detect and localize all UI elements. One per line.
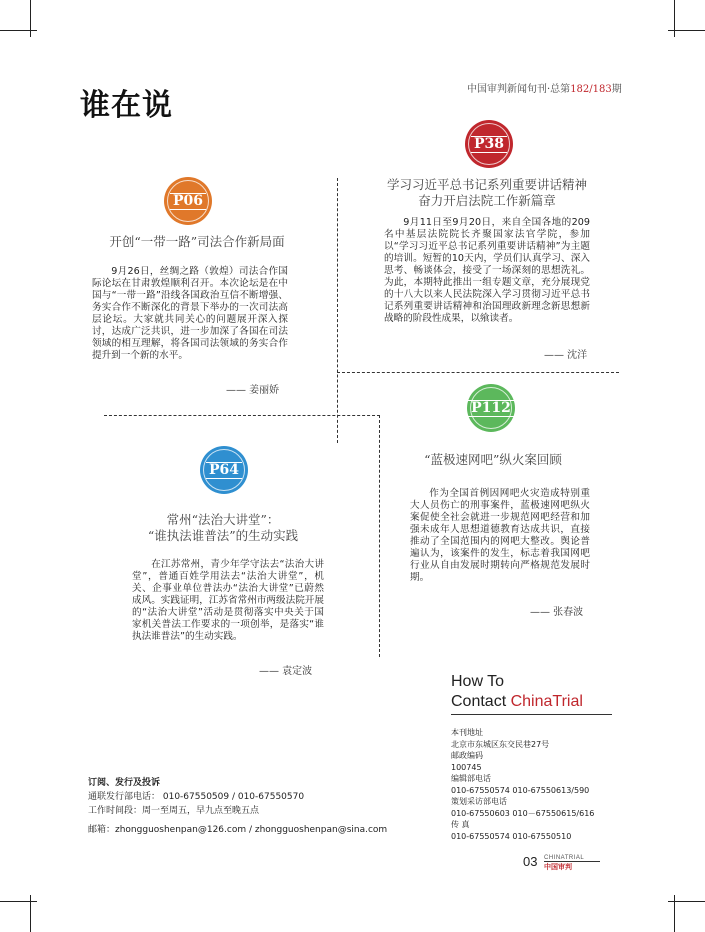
badge-label: P112 [468,400,514,417]
crop-mark [668,901,705,902]
subscription-hours: 工作时间段：周一至周五，早九点至晚五点 [88,806,260,816]
headline-line: 常州“法治大讲堂”： [166,512,280,527]
headline-line: 学习习近平总书记系列重要讲话精神 [386,177,587,192]
contact-line: 北京市东城区东交民巷27号 [451,739,550,749]
contact-line: 策划采访部电话 [451,797,507,806]
page-title: 谁在说 [80,88,173,123]
contact-prefix: Contact [451,693,511,710]
article-author: —— 袁定波 [259,666,313,677]
contact-rule [451,714,612,715]
subscription-heading: 订阅、发行及投诉 [88,778,161,788]
subscription-info [88,776,304,818]
headline-line: “谁执法谁普法”的生动实践 [147,528,299,543]
article-author: —— 张春波 [530,607,584,618]
crop-mark [0,901,37,902]
contact-brand: ChinaTrial [510,693,583,710]
issue-number: 182/183 [570,84,612,95]
page-number: 03 [523,854,538,869]
badge-label: P64 [206,462,242,479]
contact-line: 010-67550603 010－67550615/616 [451,808,595,818]
article-headline [382,177,592,209]
article-headline [92,234,302,250]
divider-vertical [379,415,380,657]
divider-horizontal [104,415,380,416]
badge-label: P38 [471,136,507,153]
headline-line: 开创“一带一路”司法合作新局面 [109,234,285,249]
article-headline [118,512,328,544]
article-body: 作为全国首例因网吧火灾造成特别重大人员伤亡的刑事案件，蓝极速网吧纵火案促使全社会就进一步规范网吧经营和加强未成年人思想道德教育达成共识，直接推动了全国范围内的网吧大整改。舆论普遍认为，该案件的发生，标志着我国网吧行业从自由发展时期转向严格规范发展时期。 [410,488,590,583]
contact-line: 010-67550574 010-67550613/590 [451,785,590,795]
footer-brand-en: CHINATRIAL [544,855,585,861]
contact-line: 编辑部电话 [451,774,491,783]
contact-line: 100745 [451,762,482,772]
crop-mark [30,0,31,37]
page-badge-p64 [200,446,248,494]
crop-mark [0,30,37,31]
badge-label: P06 [170,193,206,210]
magazine-issue [467,80,622,95]
contact-line: 010-67550574 010-67550510 [451,831,572,841]
article-author: —— 沈洋 [544,350,588,361]
page-badge-p38 [465,120,513,168]
contact-title-line2 [451,692,583,712]
article-body: 9月11日至9月20日，来自全国各地的209名中基层法院院长齐聚国家法官学院，参加以“学习习近平总书记系列重要讲话精神”为主题的培训。短暂的10天内，学员们认真学习、深入思考、畅谈体会，接受了一场深刻的思想洗礼。为此，本期特此推出一组专题文章，充分展现党的十八大以来人民法院深入学习贯彻习近平总书记系列重要讲话精神和治国理政新理念新思想新战略的阶段性成果，以飨读者。 [384,217,590,324]
headline-line: “蓝极速网吧”纵火案回顾 [424,452,562,467]
footer-brand-cn: 中国审判 [544,863,572,871]
article-body: 在江苏常州，青少年学守法去“法治大讲堂”，普通百姓学用法去“法治大讲堂”，机关、企事业单位普法办“法治大讲堂”已蔚然成风。实践证明，江苏省常州市两级法院开展的“法治大讲堂”活动是贯彻落实中央关于国家机关普法工作要求的一项创举，是落实“谁执法谁普法”的生动实践。 [132,559,324,642]
contact-title-line1: How To [451,673,505,690]
issue-suffix: 期 [611,84,622,95]
article-headline [408,452,578,468]
contact-title [451,672,583,712]
crop-mark [674,0,675,37]
magazine-prefix: 中国审判新闻旬刊·总第 [467,84,571,95]
divider-vertical [337,178,338,443]
contact-line: 本刊地址 [451,728,483,737]
headline-line: 奋力开启法院工作新篇章 [418,193,556,208]
subscription-email: 邮箱：zhongguoshenpan@126.com / zhongguoshenpan@sina.com [88,825,388,835]
article-author: —— 姜丽娇 [226,385,280,396]
contact-line: 传 真 [451,820,470,829]
contact-info [451,727,594,842]
crop-mark [668,30,705,31]
page-badge-p06 [164,177,212,225]
article-body: 9月26日，丝绸之路（敦煌）司法合作国际论坛在甘肃敦煌顺利召开。本次论坛是在中国与“一带一路”沿线各国政治互信不断增强、务实合作不断深化的背景下举办的一次司法高层论坛。大家就共同关心的问题展开深入探讨，达成广泛共识，进一步加深了各国在司法领域的相互理解，将各国司法领域的务实合作提升到一个新的水平。 [92,266,288,361]
page-badge-p112 [467,384,515,432]
contact-line: 邮政编码 [451,751,483,760]
subscription-phone: 通联发行部电话： 010-67550509 / 010-67550570 [88,792,305,802]
divider-horizontal [337,372,619,373]
